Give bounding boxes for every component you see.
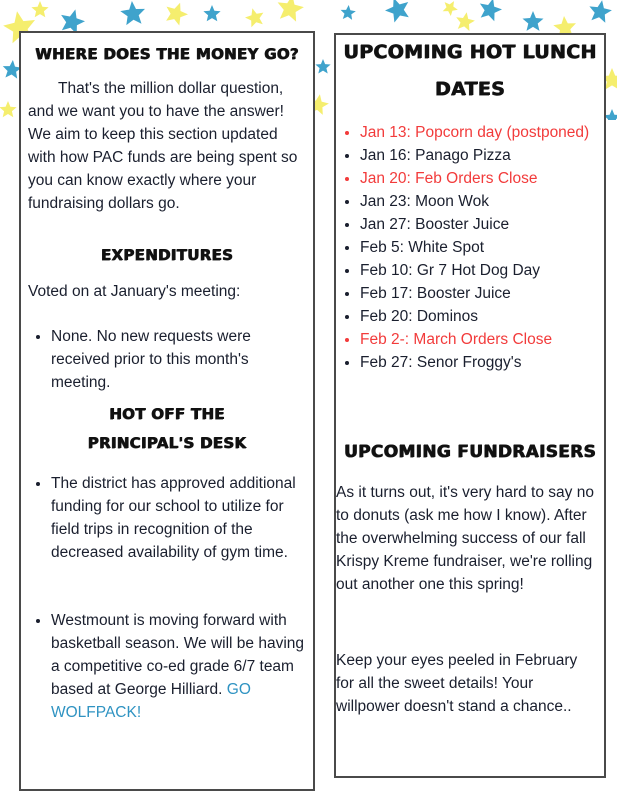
principal-heading (21, 400, 313, 458)
hot-lunch-heading-line1: UPCOMING HOT LUNCH (343, 41, 597, 63)
money-panel-title: WHERE DOES THE MONEY GO? (35, 45, 299, 63)
hot-lunch-item: • Feb 17: Booster Juice (360, 282, 600, 305)
star-icon (0, 101, 17, 117)
list-item: • None. No new requests were received prior to this month's meeting. (51, 325, 307, 394)
star-icon (166, 3, 188, 26)
go-wolfpack-link[interactable]: GO WOLFPACK! (51, 681, 251, 721)
star-icon (245, 8, 263, 27)
star-icon (589, 0, 612, 23)
star-icon (203, 5, 220, 21)
fundraisers-paragraph-1: As it turns out, it's very hard to say no to donuts (ask me how I know). After the overwhelming success of our fall Krispy Kreme fundraiser, we're rolling out another one this spring! (336, 484, 594, 593)
star-icon (278, 0, 304, 22)
money-panel (19, 31, 315, 791)
basketball-text: Westmount is moving forward with basketball season. We will be having a competitive co-ed grade 6/7 team based at George Hilliard. (51, 612, 305, 698)
hot-lunch-item: • Jan 27: Booster Juice (360, 213, 600, 236)
hot-lunch-heading (336, 34, 604, 108)
list-item (51, 609, 307, 724)
hot-lunch-item: • Feb 2-: March Orders Close (360, 328, 600, 351)
hot-lunch-item: • Feb 10: Gr 7 Hot Dog Day (360, 259, 600, 282)
star-icon (480, 0, 502, 21)
hot-lunch-item: • Jan 16: Panago Pizza (360, 144, 600, 167)
star-icon (523, 11, 544, 31)
hot-lunch-item: • Feb 27: Senor Froggy's (360, 351, 600, 374)
star-icon (456, 12, 475, 31)
expenditures-list (21, 325, 307, 394)
events-panel (334, 33, 606, 778)
fundraisers-paragraph-2: Keep your eyes peeled in February for all the sweet details! Your willpower doesn't stand a chance.. (336, 652, 578, 715)
principal-list-2 (21, 609, 307, 724)
fundraisers-heading: UPCOMING FUNDRAISERS (343, 442, 597, 462)
star-icon (31, 1, 48, 17)
star-icon (120, 1, 145, 25)
star-icon (315, 59, 330, 74)
hot-lunch-list (330, 121, 600, 374)
money-intro-text: That's the million dollar question, and we want you to have the answer! We aim to keep this section updated with how PAC funds are being spent so you can know exactly where your fundraising dollars go. (28, 80, 298, 212)
hot-lunch-item: • Feb 20: Dominos (360, 305, 600, 328)
star-icon (385, 0, 409, 23)
hot-lunch-item: • Jan 13: Popcorn day (postponed) (360, 121, 600, 144)
principal-list (21, 472, 307, 564)
hot-lunch-item: • Jan 20: Feb Orders Close (360, 167, 600, 190)
star-icon (443, 1, 458, 16)
hot-lunch-item: • Feb 5: White Spot (360, 236, 600, 259)
principal-heading-line1: HOT OFF THE (109, 405, 225, 423)
hot-lunch-heading-line2: DATES (434, 78, 506, 100)
expenditures-lead: Voted on at January's meeting: (28, 283, 241, 300)
list-item: • The district has approved additional funding for our school to utilize for field trips in recognition of the decreased availability of gym time. (51, 472, 307, 564)
expenditures-heading: EXPENDITURES (100, 246, 234, 264)
hot-lunch-item: • Jan 23: Moon Wok (360, 190, 600, 213)
principal-heading-line2: PRINCIPAL'S DESK (87, 434, 247, 452)
star-icon (341, 5, 356, 20)
